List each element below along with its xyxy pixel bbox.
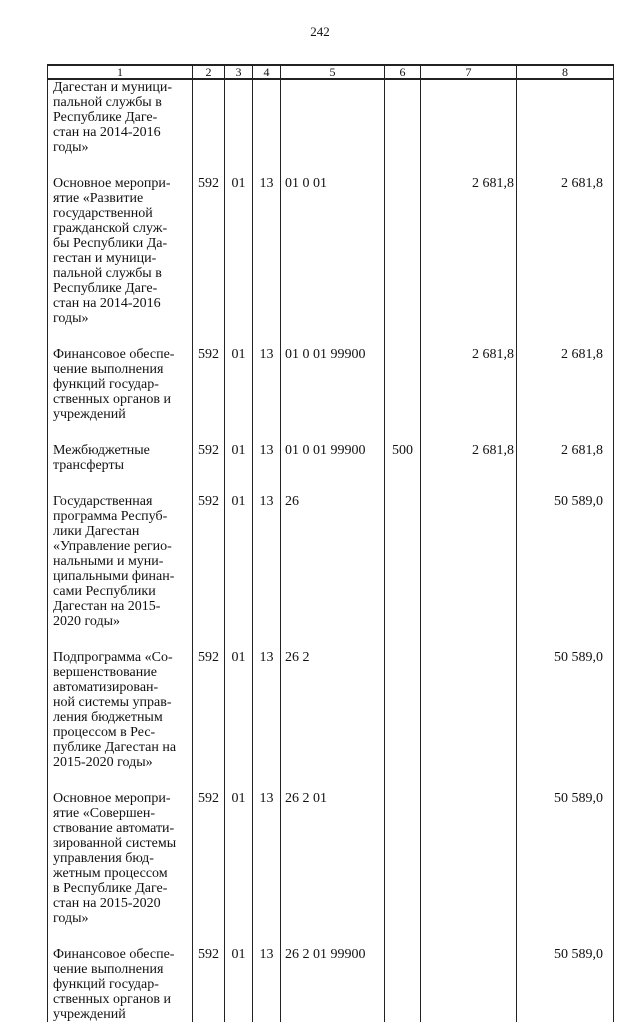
column-header: 3 [225,65,253,79]
item-name-line: бы Республики Да- [53,236,168,251]
amount-col8 [517,79,614,176]
item-name-line: ятие «Развитие [53,191,144,206]
item-name-line: чение выполнения [53,962,164,977]
item-name-line: стан на 2015-2020 [53,896,161,911]
table-row [48,79,614,176]
item-name-line: годы» [53,311,89,326]
item-name-line: пальной службы в [53,266,162,281]
item-name-line: Межбюджетные [53,443,150,458]
target-article-code [281,79,385,176]
budget-table [47,64,614,1022]
target-article-code: 26 2 01 [281,791,385,947]
item-name [48,650,193,791]
target-article-code: 01 0 01 [281,176,385,347]
item-name-line: стан на 2014-2016 [53,296,161,311]
item-name-line: Дагестан и муници- [53,80,173,95]
column-header: 4 [253,65,281,79]
amount-col7 [421,947,517,1022]
table-row [48,347,614,443]
amount-col7 [421,79,517,176]
section-code [225,79,253,176]
item-name-line: Финансовое обеспе- [53,347,175,362]
item-name-line: нальными и муни- [53,554,164,569]
amount-col7: 2 681,8 [421,176,517,347]
item-name-line: учреждений [53,407,126,422]
page-number: 242 [310,24,330,39]
item-name-line: годы» [53,911,89,926]
item-name-line: сами Республики [53,584,156,599]
item-name [48,347,193,443]
item-name-line: учреждений [53,1007,126,1022]
item-name-line: зированной системы [53,836,177,851]
item-name [48,443,193,494]
section-code: 01 [225,494,253,650]
section-code: 01 [225,650,253,791]
item-name-line: Государственная [53,494,153,509]
item-name-line: Подпрограмма «Со- [53,650,173,665]
section-code: 01 [225,791,253,947]
amount-col8: 50 589,0 [517,494,614,650]
subsection-code: 13 [253,494,281,650]
column-header: 2 [193,65,225,79]
item-name-line: чение выполнения [53,362,164,377]
item-name-line: ной системы управ- [53,695,172,710]
table-body [48,79,614,1022]
item-name-line: трансферты [53,458,125,473]
subsection-code: 13 [253,791,281,947]
section-code: 01 [225,443,253,494]
ministry-code [193,79,225,176]
section-code: 01 [225,347,253,443]
amount-col8: 50 589,0 [517,791,614,947]
item-name-line: процессом в Рес- [53,725,156,740]
subsection-code [253,79,281,176]
expense-type-code [385,650,421,791]
item-name-line: ственных органов и [53,992,172,1007]
amount-col7: 2 681,8 [421,347,517,443]
item-name-line: Республике Даге- [53,281,158,296]
item-name-line: лики Дагестан [53,524,140,539]
item-name-line: гражданской служ- [53,221,168,236]
item-name-line: гестан и муници- [53,251,157,266]
item-name-line: Основное меропри- [53,176,171,191]
item-name-line: пальной службы в [53,95,162,110]
item-name-line: в Республике Даге- [53,881,168,896]
item-name-line: программа Респуб- [53,509,168,524]
table-row [48,494,614,650]
expense-type-code [385,494,421,650]
target-article-code: 26 [281,494,385,650]
item-name-line: «Управление регио- [53,539,172,554]
item-name-line: управления бюд- [53,851,154,866]
item-name-line: ления бюджетным [53,710,163,725]
item-name-line: Основное меропри- [53,791,171,806]
item-name-line: функций государ- [53,977,159,992]
expense-type-code [385,791,421,947]
expense-type-code [385,79,421,176]
table-header-row [48,65,614,79]
ministry-code: 592 [193,443,225,494]
column-header: 1 [48,65,193,79]
target-article-code: 26 2 [281,650,385,791]
item-name [48,791,193,947]
column-header: 8 [517,65,614,79]
table-row [48,947,614,1022]
ministry-code: 592 [193,176,225,347]
target-article-code: 26 2 01 99900 [281,947,385,1022]
item-name-line: Дагестан на 2015- [53,599,161,614]
expense-type-code [385,347,421,443]
item-name-line: Финансовое обеспе- [53,947,175,962]
subsection-code: 13 [253,347,281,443]
amount-col8: 50 589,0 [517,947,614,1022]
item-name-line: ственных органов и [53,392,172,407]
item-name [48,494,193,650]
ministry-code: 592 [193,347,225,443]
subsection-code: 13 [253,650,281,791]
amount-col7 [421,494,517,650]
target-article-code: 01 0 01 99900 [281,347,385,443]
item-name [48,79,193,176]
item-name-line: ятие «Совершен- [53,806,155,821]
section-code: 01 [225,947,253,1022]
amount-col7: 2 681,8 [421,443,517,494]
expense-type-code: 500 [385,443,421,494]
item-name-line: вершенствование [53,665,157,680]
ministry-code: 592 [193,650,225,791]
ministry-code: 592 [193,494,225,650]
item-name-line: годы» [53,140,89,155]
item-name-line: функций государ- [53,377,159,392]
column-header: 6 [385,65,421,79]
subsection-code: 13 [253,176,281,347]
column-header: 5 [281,65,385,79]
section-code: 01 [225,176,253,347]
amount-col8: 2 681,8 [517,347,614,443]
item-name-line: публике Дагестан на [53,740,177,755]
column-header: 7 [421,65,517,79]
item-name [48,176,193,347]
item-name-line: государственной [53,206,153,221]
item-name-line: стан на 2014-2016 [53,125,161,140]
amount-col8: 2 681,8 [517,176,614,347]
subsection-code: 13 [253,443,281,494]
expense-type-code [385,947,421,1022]
table-row [48,791,614,947]
item-name-line: Республике Даге- [53,110,158,125]
ministry-code: 592 [193,791,225,947]
amount-col7 [421,650,517,791]
item-name [48,947,193,1022]
table-row [48,443,614,494]
amount-col8: 2 681,8 [517,443,614,494]
item-name-line: 2020 годы» [53,614,121,629]
ministry-code: 592 [193,947,225,1022]
item-name-line: ствование автомати- [53,821,175,836]
amount-col8: 50 589,0 [517,650,614,791]
item-name-line: 2015-2020 годы» [53,755,153,770]
subsection-code: 13 [253,947,281,1022]
amount-col7 [421,791,517,947]
expense-type-code [385,176,421,347]
table-row [48,650,614,791]
table-row [48,176,614,347]
item-name-line: автоматизирован- [53,680,159,695]
item-name-line: жетным процессом [53,866,168,881]
item-name-line: ципальными финан- [53,569,175,584]
target-article-code: 01 0 01 99900 [281,443,385,494]
